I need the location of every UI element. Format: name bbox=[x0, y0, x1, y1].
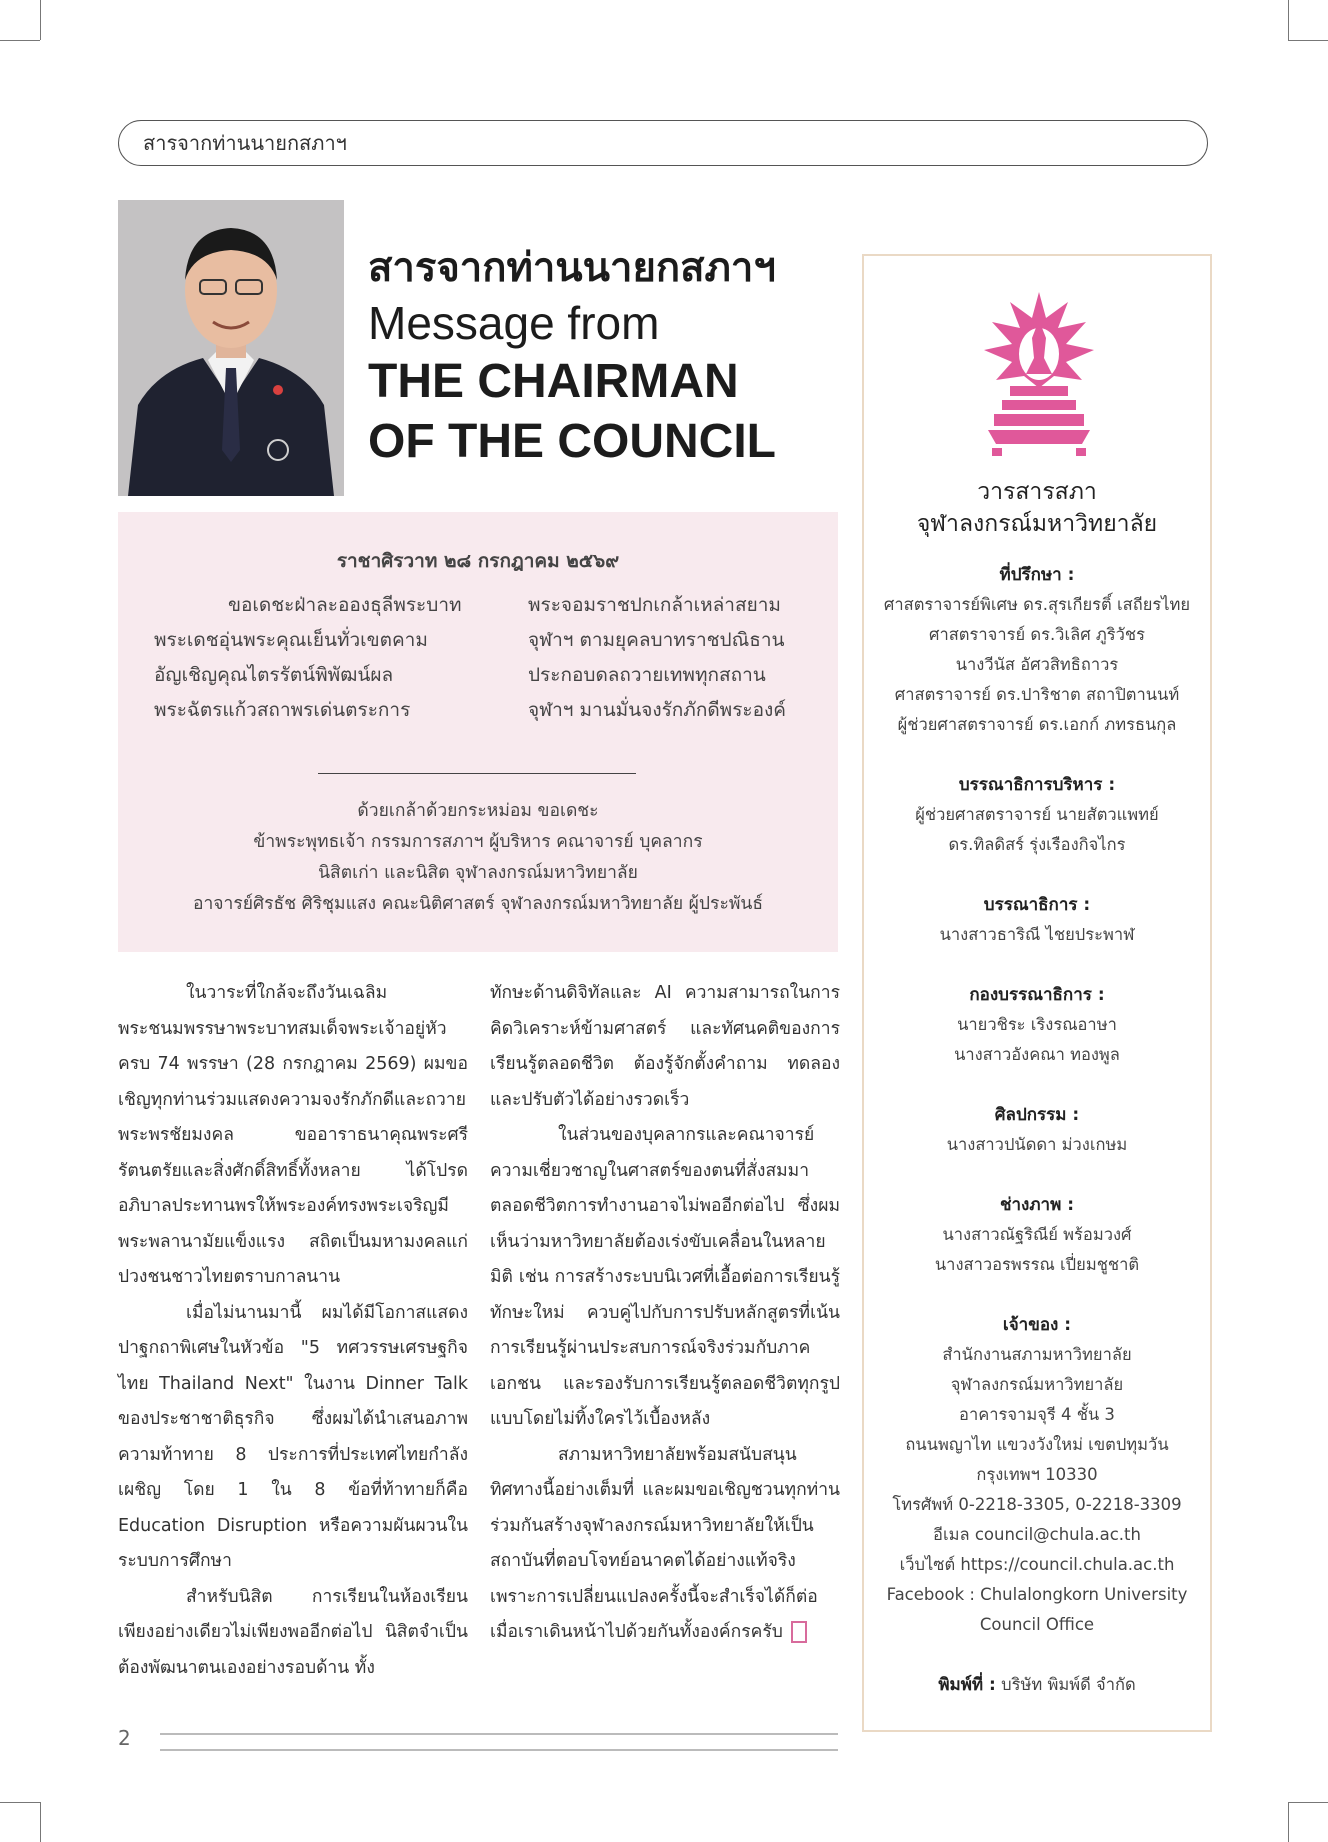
printer-heading: พิมพ์ที่ : bbox=[938, 1675, 996, 1695]
advisor-name: ผู้ช่วยศาสตราจารย์ ดร.เอกก์ ภทรธนกุล bbox=[897, 715, 1177, 734]
journal-title-line-1: วารสารสภา bbox=[977, 479, 1097, 505]
footer-rule bbox=[160, 1733, 838, 1735]
editor-heading: บรรณาธิการ : bbox=[983, 895, 1091, 915]
poem-date: ราชาศิรวาท ๒๘ กรกฎาคม ๒๕๖๙ bbox=[336, 550, 620, 572]
body-column-1 bbox=[118, 976, 468, 1686]
owner-line: สำนักงานสภามหาวิทยาลัย bbox=[942, 1345, 1132, 1364]
poem-verses bbox=[118, 592, 838, 732]
owner-facebook: Facebook : Chulalongkorn University bbox=[886, 1585, 1188, 1604]
owner-facebook: Council Office bbox=[979, 1615, 1095, 1634]
title-english-line-3: OF THE COUNCIL bbox=[368, 415, 776, 468]
photographer-name: นางสาวอรพรรณ เปี่ยมชูชาติ bbox=[934, 1255, 1140, 1274]
page-number: 2 bbox=[118, 1726, 131, 1750]
photographer-heading: ช่างภาพ : bbox=[999, 1195, 1075, 1215]
poem-line: พระฉัตรแก้วสถาพรเด่นตระการ bbox=[154, 699, 411, 721]
end-mark-icon bbox=[791, 1621, 807, 1643]
crop-mark bbox=[40, 0, 41, 40]
poem-line: พระจอมราชปกเกล้าเหล่าสยาม bbox=[528, 594, 781, 616]
poem-line: อัญเชิญคุณไตรรัตน์พิพัฒน์ผล bbox=[154, 664, 394, 686]
dedication-line: ข้าพระพุทธเจ้า กรรมการสภาฯ ผู้บริหาร คณาจารย์ บุคลากร bbox=[253, 832, 703, 852]
poem-box bbox=[118, 512, 838, 952]
dedication-line: อาจารย์ศิรธัช ศิริชุมแสง คณะนิติศาสตร์ จุฬาลงกรณ์มหาวิทยาลัย ผู้ประพันธ์ bbox=[192, 894, 764, 914]
owner-email: อีเมล council@chula.ac.th bbox=[933, 1525, 1141, 1544]
executive-editor-heading: บรรณาธิการบริหาร : bbox=[958, 775, 1116, 795]
advisor-name: นางวีนัส อัศวสิทธิถาวร bbox=[955, 655, 1119, 674]
photographer-name: นางสาวณัฐริณีย์ พร้อมวงศ์ bbox=[942, 1225, 1132, 1244]
poem-divider bbox=[318, 773, 636, 774]
owner-line: จุฬาลงกรณ์มหาวิทยาลัย bbox=[950, 1375, 1124, 1394]
section-label: สารจากท่านนายกสภาฯ bbox=[143, 131, 347, 155]
body-paragraph: ทักษะด้านดิจิทัลและ AI ความสามารถในการคิดวิเคราะห์ข้ามศาสตร์ และทัศนคติของการเรียนรู้ตลอดชีวิต ต้องรู้จักตั้งคำถาม ทดลอง และปรับตัวได้อย่างรวดเร็ว bbox=[490, 983, 840, 1110]
dedication-line: นิสิตเก่า และนิสิต จุฬาลงกรณ์มหาวิทยาลัย bbox=[318, 863, 638, 883]
chairman-photo bbox=[118, 200, 344, 496]
section-header bbox=[118, 120, 1208, 166]
crop-mark bbox=[1288, 0, 1289, 40]
poem-line: พระเดชอุ่นพระคุณเย็นทั่วเขตคาม bbox=[154, 629, 428, 651]
journal-title bbox=[864, 476, 1210, 540]
owner-line: กรุงเทพฯ 10330 bbox=[976, 1465, 1098, 1484]
crop-mark bbox=[0, 1802, 40, 1803]
title-english-line-1: Message from bbox=[368, 297, 660, 349]
crop-mark bbox=[1288, 1802, 1328, 1803]
footer-rule bbox=[160, 1749, 838, 1751]
executive-editor-name: ดร.ทิลดิสร์ รุ่งเรืองกิจไกร bbox=[948, 835, 1126, 854]
credits-list bbox=[864, 560, 1210, 1700]
art-name: นางสาวปนัดดา ม่วงเกษม bbox=[946, 1135, 1128, 1154]
editorial-board-name: นายวชิระ เริงรณอาษา bbox=[957, 1015, 1117, 1034]
poem-line: ขอเดชะฝ่าละอองธุลีพระบาท bbox=[228, 594, 462, 616]
advisor-name: ศาสตราจารย์ ดร.วิเลิศ ภูริวัชร bbox=[929, 625, 1145, 644]
crop-mark bbox=[1288, 40, 1328, 41]
portrait-illustration bbox=[118, 200, 344, 496]
journal-title-line-2: จุฬาลงกรณ์มหาวิทยาลัย bbox=[916, 511, 1158, 537]
title-thai: สารจากท่านนายกสภาฯ bbox=[368, 246, 776, 290]
crop-mark bbox=[40, 1802, 41, 1842]
editorial-board-name: นางสาวอังคณา ทองพูล bbox=[954, 1045, 1120, 1064]
owner-line: ถนนพญาไท แขวงวังใหม่ เขตปทุมวัน bbox=[905, 1435, 1169, 1454]
editor-name: นางสาวธาริณี ไชยประพาฬ bbox=[939, 925, 1135, 944]
printer-name: บริษัท พิมพ์ดี จำกัด bbox=[1001, 1675, 1136, 1694]
crop-mark bbox=[1288, 1802, 1289, 1842]
executive-editor-name: ผู้ช่วยศาสตราจารย์ นายสัตวแพทย์ bbox=[915, 805, 1159, 824]
body-paragraph: ในส่วนของบุคลากรและคณาจารย์ ความเชี่ยวชาญในศาสตร์ของตนที่สั่งสมมาตลอดชีวิตการทำงานอาจไม่พออีกต่อไป ซึ่งผมเห็นว่ามหาวิทยาลัยต้องเร่งขับเคลื่อนในหลายมิติ เช่น การสร้างระบบนิเวศที่เอื้อต่อการเรียนรู้ทักษะใหม่ ควบคู่ไปกับการปรับหลักสูตรที่เน้นการเรียนรู้ผ่านประสบการณ์จริงร่วมกับภาคเอกชน และรองรับการเรียนรู้ตลอดชีวิตทุกรูปแบบโดยไม่ทิ้งใครไว้เบื้องหลัง bbox=[490, 1125, 840, 1429]
masthead-sidebar bbox=[862, 254, 1212, 1732]
body-paragraph: สภามหาวิทยาลัยพร้อมสนับสนุนทิศทางนี้อย่างเต็มที่ และผมขอเชิญชวนทุกท่านร่วมกันสร้างจุฬาลงกรณ์มหาวิทยาลัยให้เป็นสถาบันที่ตอบโจทย์อนาคตได้อย่างแท้จริง เพราะการเปลี่ยนแปลงครั้งนี้จะสำเร็จได้ก็ต่อเมื่อเราเดินหน้าไปด้วยกันทั้งองค์กรครับ bbox=[490, 1444, 840, 1642]
page-title bbox=[368, 242, 776, 472]
chulalongkorn-emblem-icon bbox=[974, 288, 1104, 458]
owner-website: เว็บไซต์ https://council.chula.ac.th bbox=[899, 1555, 1175, 1574]
body-paragraph: สำหรับนิสิต การเรียนในห้องเรียนเพียงอย่างเดียวไม่เพียงพออีกต่อไป นิสิตจำเป็นต้องพัฒนาตนเองอย่างรอบด้าน ทั้ง bbox=[118, 1586, 468, 1678]
crop-mark bbox=[0, 40, 40, 41]
poem-dedication bbox=[118, 796, 838, 920]
body-paragraph: ในวาระที่ใกล้จะถึงวันเฉลิมพระชนมพรรษาพระบาทสมเด็จพระเจ้าอยู่หัว ครบ 74 พรรษา (28 กรกฎาคม 2569) ผมขอเชิญทุกท่านร่วมแสดงความจงรักภักดีและถวายพระพรชัยมงคล ขออาราธนาคุณพระศรีรัตนตรัยและสิ่งศักดิ์สิทธิ์ทั้งหลาย ได้โปรดอภิบาลประทานพรให้พระองค์ทรงพระเจริญมีพระพลานามัยแข็งแรง สถิตเป็นมหามงคลแก่ปวงชนชาวไทยตราบกาลนาน bbox=[118, 983, 468, 1287]
advisor-name: ศาสตราจารย์ ดร.ปาริชาต สถาปิตานนท์ bbox=[894, 685, 1180, 704]
poem-line: จุฬาฯ มานมั่นจงรักภักดีพระองค์ bbox=[528, 699, 787, 721]
owner-line: อาคารจามจุรี 4 ชั้น 3 bbox=[959, 1405, 1115, 1424]
owner-heading: เจ้าของ : bbox=[1002, 1315, 1072, 1335]
advisors-heading: ที่ปรึกษา : bbox=[999, 565, 1075, 585]
body-column-2 bbox=[490, 976, 840, 1651]
title-english-line-2: THE CHAIRMAN bbox=[368, 355, 739, 408]
editorial-board-heading: กองบรรณาธิการ : bbox=[969, 985, 1105, 1005]
owner-phone: โทรศัพท์ 0-2218-3305, 0-2218-3309 bbox=[892, 1495, 1182, 1514]
poem-line: จุฬาฯ ตามยุคลบาทราชปณิธาน bbox=[528, 629, 785, 651]
dedication-line: ด้วยเกล้าด้วยกระหม่อม ขอเดชะ bbox=[357, 801, 599, 821]
body-paragraph: เมื่อไม่นานมานี้ ผมได้มีโอกาสแสดงปาฐกถาพิเศษในหัวข้อ "5 ทศวรรษเศรษฐกิจไทย Thailand Next" ในงาน Dinner Talk ของประชาชาติธุรกิจ ซึ่งผมได้นำเสนอภาพความท้าทาย 8 ประการที่ประเทศไทยกำลังเผชิญ โดย 1 ใน 8 ข้อที่ท้าทายก็คือ Education Disruption หรือความผันผวนในระบบการศึกษา bbox=[118, 1302, 468, 1571]
printer-line bbox=[864, 1670, 1210, 1700]
art-heading: ศิลปกรรม : bbox=[994, 1105, 1080, 1125]
poem-line: ประกอบดลถวายเทพทุกสถาน bbox=[528, 664, 766, 686]
advisor-name: ศาสตราจารย์พิเศษ ดร.สุรเกียรติ์ เสถียรไทย bbox=[883, 595, 1191, 614]
